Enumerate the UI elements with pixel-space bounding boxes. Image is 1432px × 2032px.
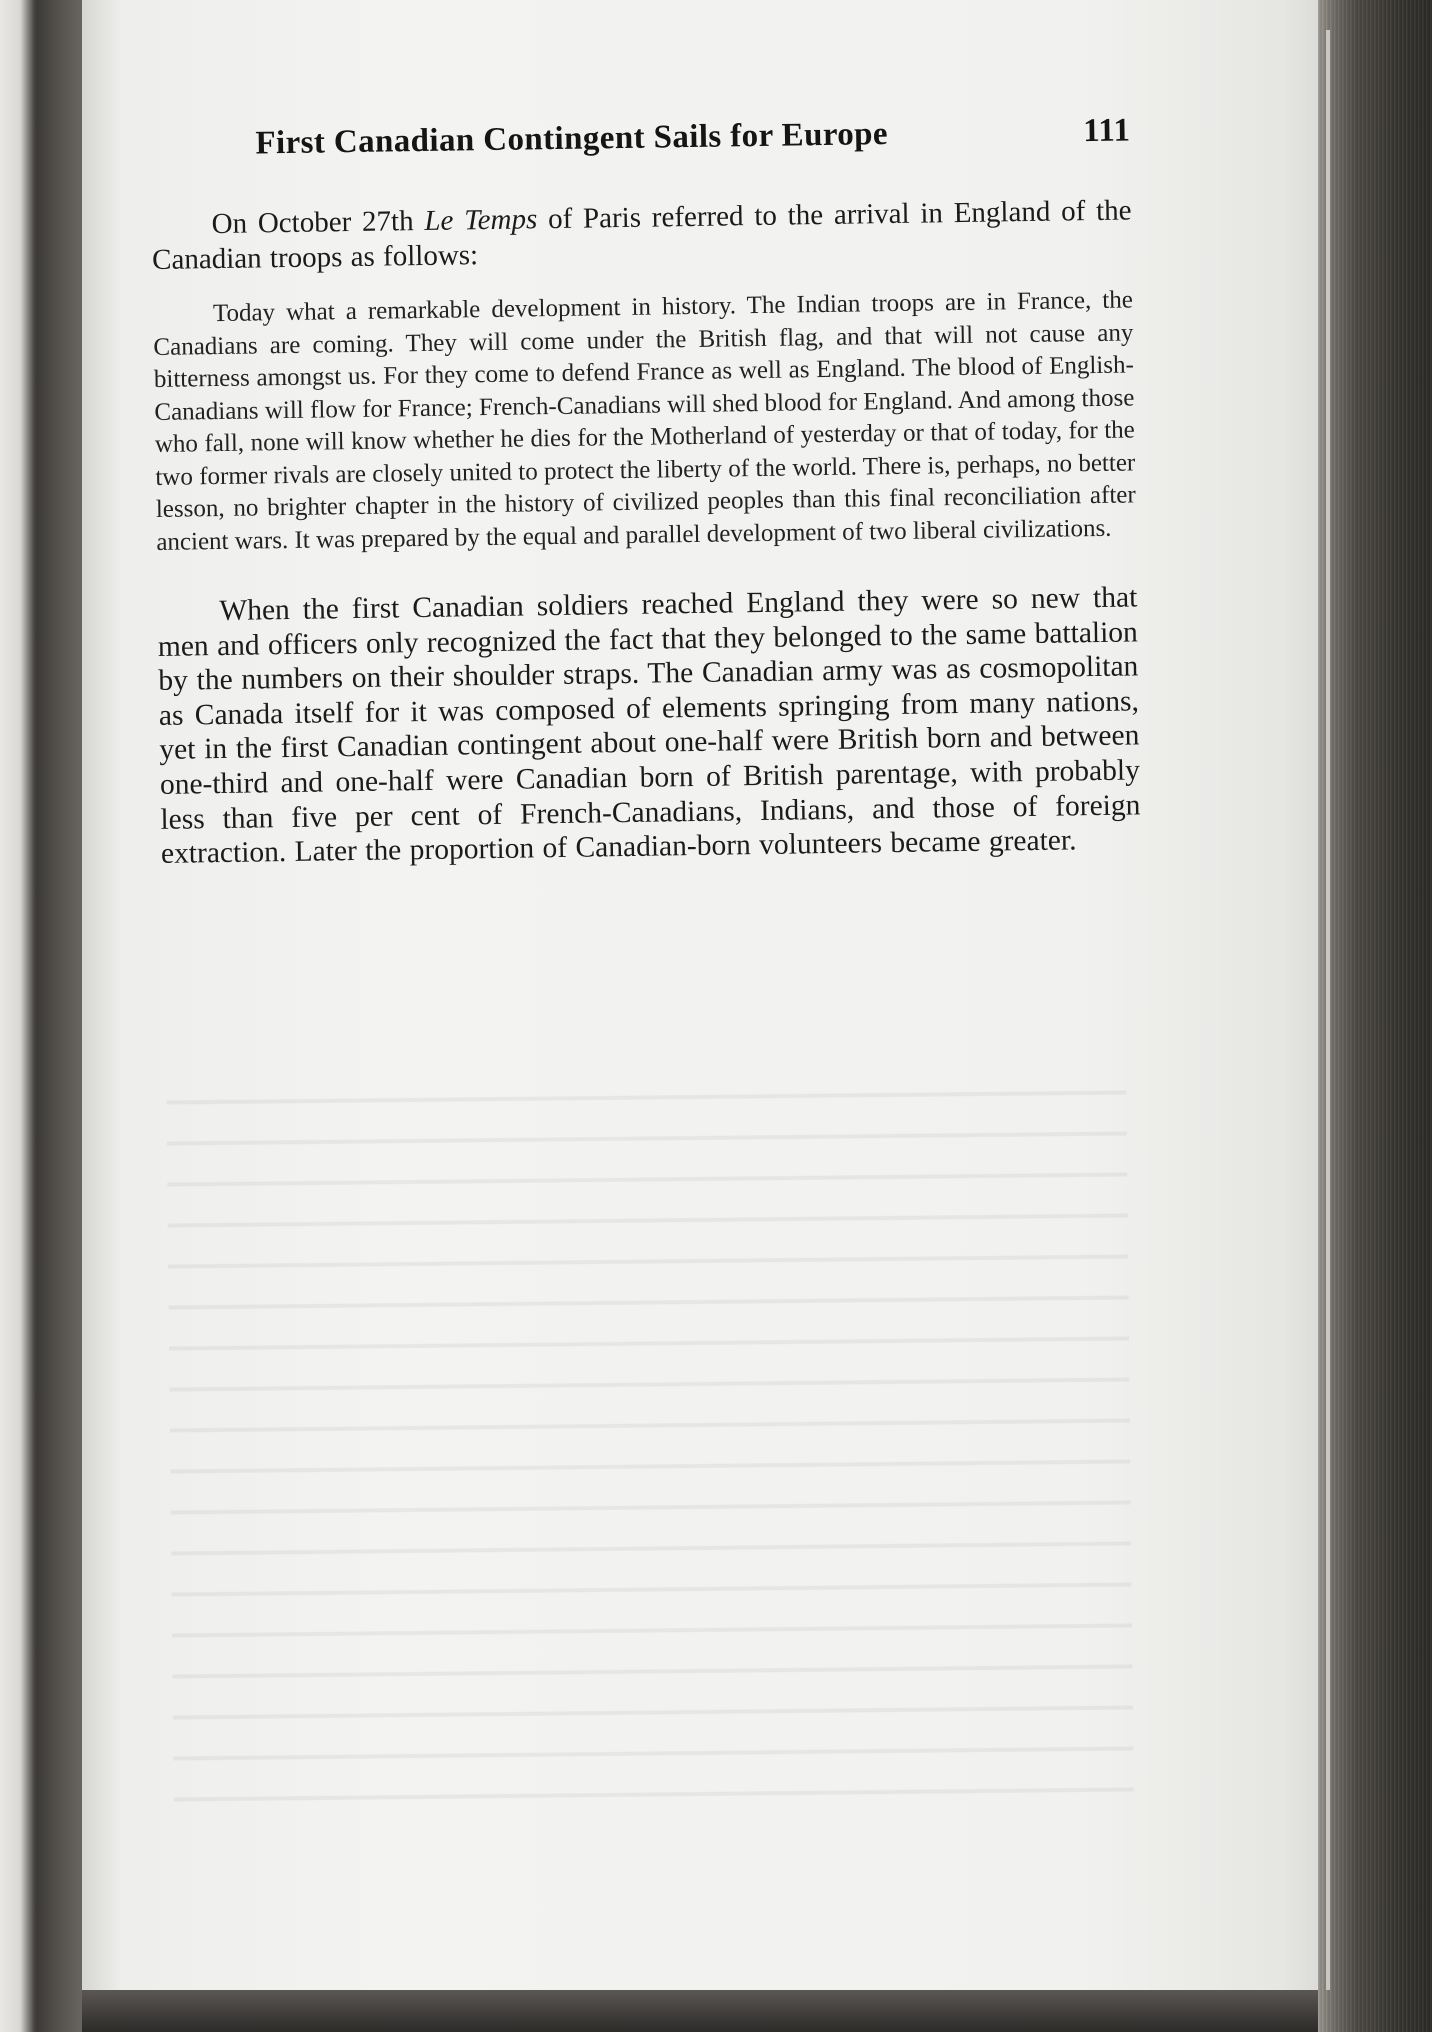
intro-text-after: of Paris referred to the arrival in England of the Canadian troops as follows: — [151, 194, 1132, 276]
book-gutter — [36, 0, 88, 2032]
page-text — [150, 100, 1141, 871]
page-bottom-shadow — [82, 1990, 1342, 2032]
previous-page-edge — [0, 0, 40, 2032]
running-head-title: First Canadian Contingent Sails for Europe — [255, 116, 889, 162]
block-quote: Today what a remarkable development in history. The Indian troops are in France, the Canadians are coming. They will come under the British flag, and that will not cause any bitterness amongst us. For they come to defend France as well as England. The blood of English-Canadians will flow for France; French-Canadians will shed blood for England. And among those who fall, none will know whether he dies for the Motherland of yesterday or that of today, for the two former rivals are closely united to protect the liberty of the world. There is, perhaps, no better lesson, no brighter chapter in the history of civilized peoples than this final reconciliation after ancient wars. It was prepared by the equal and parallel development of two liberal civilizations. — [153, 286, 1136, 556]
page-number: 111 — [1083, 112, 1131, 150]
intro-paragraph — [151, 193, 1132, 277]
body-paragraph: When the first Canadian soldiers reached England they were so new that men and officers only recognized the fact that they belonged to the same battalion by the numbers on their shoulder straps. The Canadian army was as cosmopolitan as Canada itself for it was composed of elements springing from many nations, yet in the first Canadian contingent about one-half were British born and between one-third and one-half were Canadian born of British parentage, with probably less than five per cent of French-Canadians, Indians, and those of foreign extraction. Later the proportion of Canadian-born volunteers became greater. — [157, 581, 1141, 871]
page-edge-highlight — [1326, 30, 1330, 1990]
page-stack-edges — [1318, 0, 1432, 2032]
intro-text-before: On October 27th — [211, 204, 425, 241]
running-head — [150, 112, 1130, 164]
show-through-text — [166, 1070, 1134, 1810]
newspaper-title: Le Temps — [424, 203, 538, 237]
